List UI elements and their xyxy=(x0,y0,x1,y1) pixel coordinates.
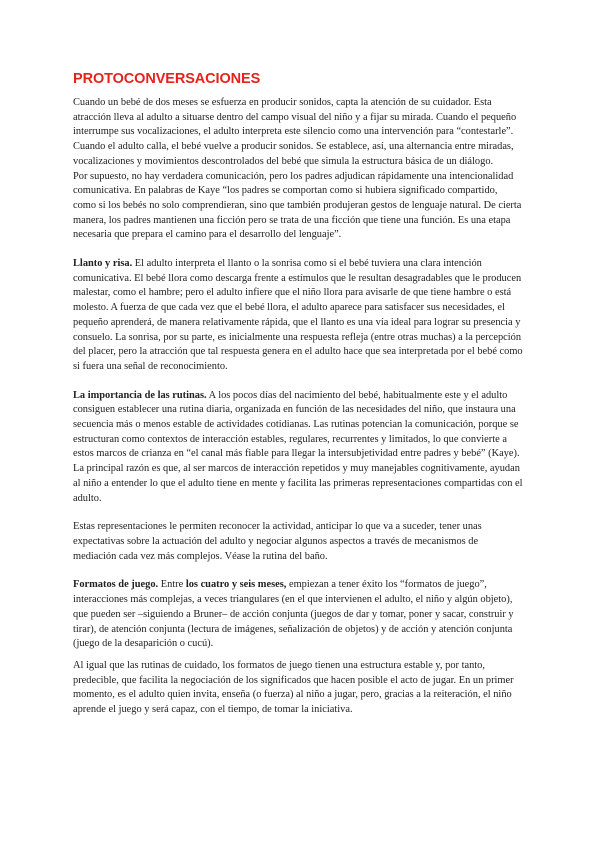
spacer xyxy=(73,506,523,520)
paragraph-llanto-body: El adulto interpreta el llanto o la sonrisa como si el bebé tuviera una clara intención comunicativa. El bebé llora como descarga frente a estímulos que le resultan desagradables que le producen malestar, como el hambre; pero el adulto infiere que el niño llora para avisarle de que tiene hambre o está molesto. A fuerza de que cada vez que el bebé llora, el adulto aparece para satisfacer sus necesidades, el pequeño aprenderá, de manera relativamente rápida, que el llanto es una vía ideal para lograr su presencia y consuelo. La sonrisa, por su parte, es inicialmente una respuesta refleja (entre otras muchas) a la percepción del placer, pero la atracción que tal respuesta genera en el adulto hace que sea interpretada por el bebé como si fuera una señal de reconocimiento. xyxy=(73,258,523,372)
document-page xyxy=(73,70,523,718)
section-heading-formatos: Formatos de juego. xyxy=(73,579,159,591)
section-heading-llanto: Llanto y risa. xyxy=(73,258,133,270)
paragraph-representaciones: Estas representaciones le permiten reconocer la actividad, anticipar lo que va a suceder, tener unas expectativas sobre la actuación del adulto y negociar algunos aspectos a través de mecanismos de mediación cada vez más complejos. Véase la rutina del baño. xyxy=(73,521,482,562)
paragraph-formatos-body: empiezan a tener éxito los “formatos de juego”, interacciones más complejas, a veces triangulares (en el que intervienen el adulto, el niño y algún objeto), que pueden ser –siguiendo a Bruner– de acción conjunta (juegos de dar y tomar, poner y sacar, construir y tirar), de atención conjunta (lectura de imágenes, señalización de objetos) y de acción y atención conjunta (juego de la desaparición o cucú). xyxy=(73,579,514,650)
document-title: PROTOCONVERSACIONES xyxy=(73,71,261,87)
paragraph-llanto xyxy=(73,257,523,375)
paragraph-rutinas xyxy=(73,389,523,507)
spacer xyxy=(73,375,523,389)
paragraph-intro: Cuando un bebé de dos meses se esfuerza en producir sonidos, capta la atención de su cuidador. Esta atracción lleva al adulto a situarse dentro del campo visual del niño y a fijar su mirada. Cuando el pequeño interrumpe sus vocalizaciones, el adulto interpreta este silencio como una intervención para “contestarle”. Cuando el adulto calla, el bebé vuelve a producir sonidos. Se establece, así, una alternancia entre miradas, vocalizaciones y movimientos descontrolados del bebé que simula la estructura básica de un diálogo. xyxy=(73,97,517,167)
paragraph-formatos-text: Entre xyxy=(158,579,186,591)
paragraph-kaye: Por supuesto, no hay verdadera comunicación, pero los padres adjudican rápidamente una intencionalidad comunicativa. En palabras de Kaye “los padres se comportan como si hubiera significado compartido, como si los bebés no solo comprendieran, sino que también produjeran gestos de lenguaje natural. De cierta manera, los padres mantienen una ficción pero se trata de una ficción que tiene una función. Es una etapa necesaria que prepara el camino para el desarrollo del lenguaje”. xyxy=(73,170,522,241)
spacer xyxy=(73,564,523,578)
paragraph-conclusion: Al igual que las rutinas de cuidado, los formatos de juego tienen una estructura estable y, por tanto, predecible, que facilita la negociación de los significados que hacen posible el acto de jugar. En un primer momento, es el adulto quien invita, enseña (o fuerza) al niño a jugar, pero, gracias a la reiteración, el niño aprende el juego y será capaz, con el tiempo, de tomar la iniciativa. xyxy=(73,659,514,716)
spacer xyxy=(73,243,523,257)
paragraph-rutinas-body: A los pocos días del nacimiento del bebé, habitualmente este y el adulto consiguen establecer una rutina diaria, organizada en función de las necesidades del niño, que instaura una secuencia más o menos estable de actividades cotidianas. Las rutinas potencian la comunicación, porque se estructuran como contextos de interacción estables, regulares, recurrentes y limitados, lo que convierte a estos marcos de crianza en “el canal más fiable para llegar la intersubjetividad entre padres y bebé” (Kaye). La principal razón es que, al ser marcos de interacción repetidos y muy manejables cognitivamente, ayudan al niño a entender lo que el adulto tiene en mente y facilita las primeras representaciones compartidas con el adulto. xyxy=(73,389,523,504)
spacer xyxy=(73,652,523,659)
paragraph-formatos-emphasis: los cuatro y seis meses, xyxy=(185,579,287,591)
section-heading-rutinas: La importancia de las rutinas. xyxy=(73,389,207,401)
paragraph-formatos xyxy=(73,578,523,652)
